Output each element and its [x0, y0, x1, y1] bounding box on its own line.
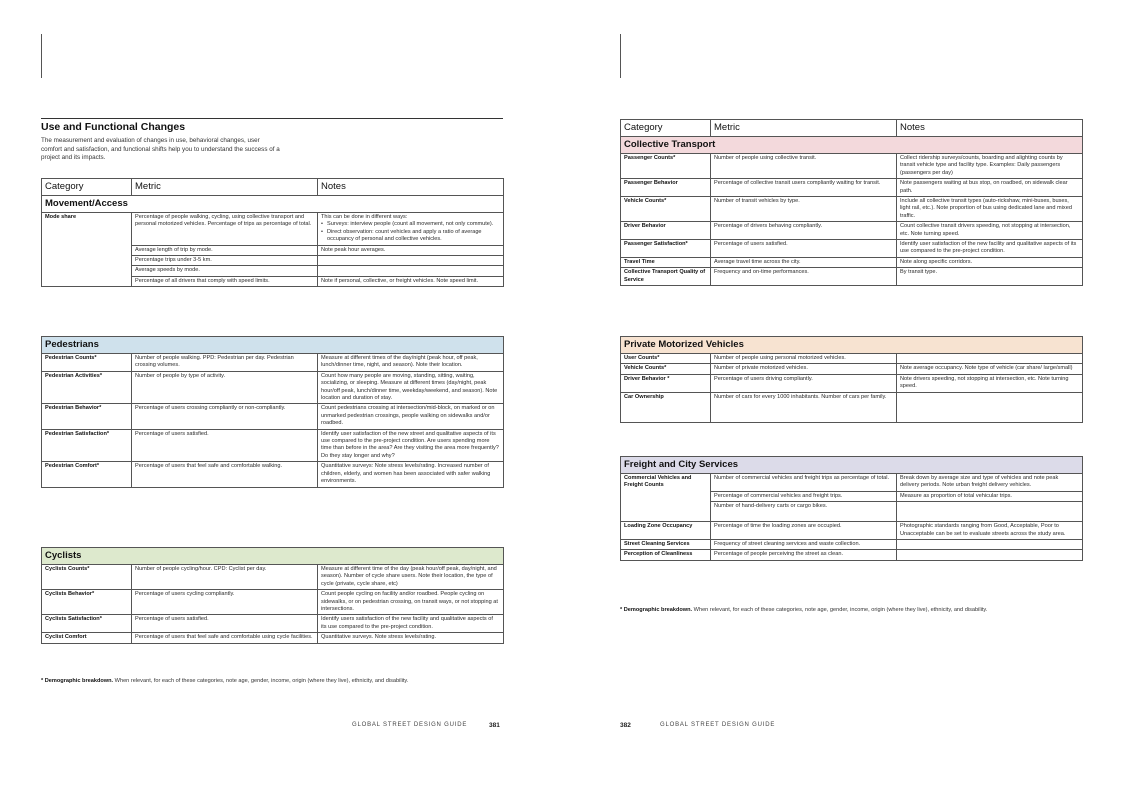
- notes-cell: Count pedestrians crossing at intersection/mid-block, on marked or on unmarked pedestrian crossings, people walking on sidewalks and/or roadbed.: [318, 404, 504, 429]
- category-cell: Collective Transport Quality of Service: [621, 268, 711, 286]
- table-row: [621, 354, 1083, 364]
- notes-cell: [318, 213, 504, 246]
- notes-cell: [318, 266, 504, 276]
- freight-table: [620, 456, 1083, 561]
- table-row: [42, 590, 504, 615]
- metric-cell: Average length of trip by mode.: [132, 245, 318, 255]
- notes-cell: Photographic standards ranging from Good, Acceptable, Poor to Unacceptable can be set to evaluate streets across the study area.: [897, 522, 1083, 540]
- footnote-label: * Demographic breakdown.: [620, 607, 693, 613]
- notes-cell: Note drivers speeding, not stopping at intersection, etc. Note turning speed.: [897, 374, 1083, 392]
- table-row: [621, 222, 1083, 240]
- metric-cell: Percentage of people walking, cycling, using collective transport and personal motorized vehicles. Percentage of trips as percentage of total.: [132, 213, 318, 246]
- category-cell: Pedestrian Comfort*: [42, 462, 132, 487]
- table-row: [42, 615, 504, 633]
- footnote: [620, 607, 1100, 614]
- page-number: 381: [489, 722, 500, 729]
- section-heading-pedestrians: Pedestrians: [42, 337, 504, 354]
- footnote-text: When relevant, for each of these categories, note age, gender, income, origin (where they live), ethnicity, and disability.: [113, 678, 409, 684]
- category-cell: Driver Behavior: [621, 222, 711, 240]
- footnote: [41, 678, 511, 685]
- category-cell: Vehicle Counts*: [621, 364, 711, 374]
- table-row: [42, 429, 504, 462]
- metric-cell: Number of people cycling/hour. CPD: Cyclist per day.: [132, 565, 318, 590]
- header-category: Category: [42, 179, 132, 196]
- notes-cell: [897, 550, 1083, 560]
- category-cell: Loading Zone Occupancy: [621, 522, 711, 540]
- metric-cell: Percentage of users satisfied.: [132, 615, 318, 633]
- notes-cell: [897, 540, 1083, 550]
- header-notes: Notes: [318, 179, 504, 196]
- movement-table: [41, 178, 504, 287]
- section-heading-row: [42, 548, 504, 565]
- table-row: [621, 179, 1083, 197]
- section-heading-row: [621, 457, 1083, 474]
- header-metric: Metric: [132, 179, 318, 196]
- category-cell: Passenger Satisfaction*: [621, 240, 711, 258]
- table-row: [621, 364, 1083, 374]
- table-row: [42, 565, 504, 590]
- cyclists-table: [41, 547, 504, 644]
- table-header-row: [621, 120, 1083, 137]
- page-number: 382: [620, 722, 631, 729]
- section-heading-cyclists: Cyclists: [42, 548, 504, 565]
- list-item: • Direct observation: count vehicles and apply a ratio of average occupancy of personal and collective vehicles.: [321, 229, 500, 244]
- table-row: [621, 522, 1083, 540]
- section-title: Use and Functional Changes: [41, 121, 186, 133]
- footnote-label: * Demographic breakdown.: [41, 678, 114, 684]
- notes-cell: By transit type.: [897, 268, 1083, 286]
- metric-cell: Average travel time across the city.: [711, 257, 897, 267]
- notes-cell: Note average occupancy. Note type of vehicle (car share/ large/small): [897, 364, 1083, 374]
- section-heading-row: [42, 337, 504, 354]
- metric-cell: Number of commercial vehicles and freight trips as percentage of total.: [711, 474, 897, 492]
- category-cell: Passenger Counts*: [621, 154, 711, 179]
- table-row: [42, 354, 504, 372]
- notes-cell: Note along specific corridors.: [897, 257, 1083, 267]
- margin-rule: [41, 34, 42, 78]
- metric-cell: Number of people walking. PPD: Pedestrian per day. Pedestrian crossing volumes.: [132, 354, 318, 372]
- notes-cell: Measure as proportion of total vehicular trips.: [897, 491, 1083, 501]
- metric-cell: Percentage of users crossing compliantly or non-compliantly.: [132, 404, 318, 429]
- notes-cell: [897, 354, 1083, 364]
- metric-cell: Number of private motorized vehicles.: [711, 364, 897, 374]
- metric-cell: Percentage of users that feel safe and comfortable using cycle facilities.: [132, 633, 318, 643]
- metric-cell: Number of transit vehicles by type.: [711, 197, 897, 222]
- notes-cell: [897, 392, 1083, 422]
- category-cell: Passenger Behavior: [621, 179, 711, 197]
- metric-cell: Percentage trips under 3-5 km.: [132, 256, 318, 266]
- category-cell: Cyclist Comfort: [42, 633, 132, 643]
- footnote-text: When relevant, for each of these categories, note age, gender, income, origin (where they live), ethnicity, and disability.: [692, 607, 988, 613]
- left-page: [0, 0, 561, 794]
- header-notes: Notes: [897, 120, 1083, 137]
- notes-cell: Note passengers waiting at bus stop, on roadbed, on sidewalk clear path.: [897, 179, 1083, 197]
- notes-cell: Measure at different time of the day (peak hour/off peak, day/night, and season). Number of cycle share users. Note their location, the type of cycle (private, cycle share, etc): [318, 565, 504, 590]
- intro-paragraph: The measurement and evaluation of changes in use, behavioral changes, user comfort and satisfaction, and functional shifts help you to understand the success of a project and its impacts.: [41, 137, 280, 162]
- category-cell: Cyclists Counts*: [42, 565, 132, 590]
- notes-cell: [318, 256, 504, 266]
- collective-transport-table: [620, 119, 1083, 286]
- notes-cell: Measure at different times of the day/night (peak hour, off peak, lunch/dinner time, night, and season). Note their location.: [318, 354, 504, 372]
- metric-cell: Number of hand-delivery carts or cargo bikes.: [711, 502, 897, 522]
- category-cell: Street Cleaning Services: [621, 540, 711, 550]
- metric-cell: Percentage of all drivers that comply with speed limits.: [132, 276, 318, 286]
- section-heading-row: [621, 337, 1083, 354]
- notes-cell: Note if personal, collective, or freight vehicles. Note speed limit.: [318, 276, 504, 286]
- margin-rule: [620, 34, 621, 78]
- notes-cell: Identify user satisfaction of the new street and qualitative aspects of its use compared to the pre-project condition. Are users spending more time than before in the area? Are they visiting the area more frequently? Do they stay longer and why?: [318, 429, 504, 462]
- section-heading-row: [42, 196, 504, 213]
- metric-cell: Frequency of street cleaning services and waste collection.: [711, 540, 897, 550]
- table-header-row: [42, 179, 504, 196]
- metric-cell: Percentage of people perceiving the street as clean.: [711, 550, 897, 560]
- section-heading-row: [621, 137, 1083, 154]
- category-cell: Cyclists Behavior*: [42, 590, 132, 615]
- metric-cell: Average speeds by mode.: [132, 266, 318, 276]
- table-row: [621, 392, 1083, 422]
- metric-cell: Percentage of users driving compliantly.: [711, 374, 897, 392]
- table-row: [621, 257, 1083, 267]
- category-cell: Pedestrian Behavior*: [42, 404, 132, 429]
- notes-cell: Collect ridership surveys/counts, boarding and alighting counts by transit vehicle type and facility type. Examples: Daily passengers (passengers per day): [897, 154, 1083, 179]
- metric-cell: Percentage of users that feel safe and comfortable walking.: [132, 462, 318, 487]
- notes-cell: [897, 502, 1083, 522]
- table-row: [42, 371, 504, 404]
- metric-cell: Percentage of users cycling compliantly.: [132, 590, 318, 615]
- table-row: [42, 213, 504, 246]
- table-row: [621, 240, 1083, 258]
- section-heading-freight: Freight and City Services: [621, 457, 1083, 474]
- header-category: Category: [621, 120, 711, 137]
- right-page: [562, 0, 1123, 794]
- metric-cell: Percentage of commercial vehicles and freight trips.: [711, 491, 897, 501]
- list-item: • Surveys: interview people (count all movement, not only commute).: [321, 221, 500, 228]
- table-row: [621, 197, 1083, 222]
- header-metric: Metric: [711, 120, 897, 137]
- metric-cell: Frequency and on-time performances.: [711, 268, 897, 286]
- table-row: [42, 633, 504, 643]
- category-cell: Car Ownership: [621, 392, 711, 422]
- notes-cell: Count how many people are moving, standing, sitting, waiting, socializing, or sleeping. Measure at different times (day/night, peak hour/off peak, lunch/dinner time, weekday/weekend, and season). Note location and duration of stay.: [318, 371, 504, 404]
- notes-list: [321, 221, 500, 243]
- table-row: [621, 550, 1083, 560]
- notes-cell: Break down by average size and type of vehicles and note peak delivery periods. Note urban freight delivery vehicles.: [897, 474, 1083, 492]
- category-cell: Driver Behavior *: [621, 374, 711, 392]
- notes-cell: Count people cycling on facility and/or roadbed. People cycling on sidewalks, or on pedestrian crossing, on transit ways, or not stopping at intersections.: [318, 590, 504, 615]
- notes-cell: Include all collective transit types (auto-rickshaw, mini-buses, buses, light rail, etc.). Note proportion of bus using dedicated lane and mixed traffic.: [897, 197, 1083, 222]
- notes-intro: This can be done in different ways:: [321, 214, 408, 220]
- category-cell: Vehicle Counts*: [621, 197, 711, 222]
- metric-cell: Percentage of users satisfied.: [711, 240, 897, 258]
- category-cell: Commercial Vehicles and Freight Counts: [621, 474, 711, 522]
- category-cell: Mode share: [42, 213, 132, 287]
- metric-cell: Number of people by type of activity.: [132, 371, 318, 404]
- table-row: [42, 462, 504, 487]
- category-cell: Travel Time: [621, 257, 711, 267]
- notes-cell: Quantitative surveys. Note stress levels/rating.: [318, 633, 504, 643]
- notes-cell: Identify users satisfaction of the new facility and qualitative aspects of its use compared to the pre-project condition.: [318, 615, 504, 633]
- category-cell: User Counts*: [621, 354, 711, 364]
- divider: [41, 118, 503, 119]
- notes-cell: Count collective transit drivers speeding, not stopping at intersection, etc. Note turning speed.: [897, 222, 1083, 240]
- table-row: [621, 374, 1083, 392]
- notes-cell: Identify user satisfaction of the new facility and qualitative aspects of its use compared to the pre-project condition.: [897, 240, 1083, 258]
- pedestrians-table: [41, 336, 504, 488]
- category-cell: Pedestrian Satisfaction*: [42, 429, 132, 462]
- category-cell: Pedestrian Activities*: [42, 371, 132, 404]
- section-heading-collective-transport: Collective Transport: [621, 137, 1083, 154]
- private-vehicles-table: [620, 336, 1083, 423]
- intro-block: [41, 118, 503, 163]
- table-row: [621, 154, 1083, 179]
- metric-cell: Percentage of time the loading zones are occupied.: [711, 522, 897, 540]
- category-cell: Pedestrian Counts*: [42, 354, 132, 372]
- category-cell: Perception of Cleanliness: [621, 550, 711, 560]
- table-row: [621, 268, 1083, 286]
- metric-cell: Percentage of collective transit users compliantly waiting for transit.: [711, 179, 897, 197]
- metric-cell: Number of people using personal motorized vehicles.: [711, 354, 897, 364]
- section-heading-movement: Movement/Access: [42, 196, 504, 213]
- category-cell: Cyclists Satisfaction*: [42, 615, 132, 633]
- notes-cell: Quantitative surveys: Note stress levels/rating. Increased number of children, elderly, and women has been associated with safer walking environments.: [318, 462, 504, 487]
- table-row: [42, 404, 504, 429]
- metric-cell: Percentage of users satisfied.: [132, 429, 318, 462]
- notes-cell: Note peak hour averages.: [318, 245, 504, 255]
- table-row: [621, 540, 1083, 550]
- metric-cell: Percentage of drivers behaving compliantly.: [711, 222, 897, 240]
- metric-cell: Number of people using collective transit.: [711, 154, 897, 179]
- metric-cell: Number of cars for every 1000 inhabitants. Number of cars per family.: [711, 392, 897, 422]
- running-footer: GLOBAL STREET DESIGN GUIDE: [660, 722, 776, 728]
- running-footer: GLOBAL STREET DESIGN GUIDE: [352, 722, 468, 728]
- table-row: [621, 474, 1083, 492]
- section-heading-private-vehicles: Private Motorized Vehicles: [621, 337, 1083, 354]
